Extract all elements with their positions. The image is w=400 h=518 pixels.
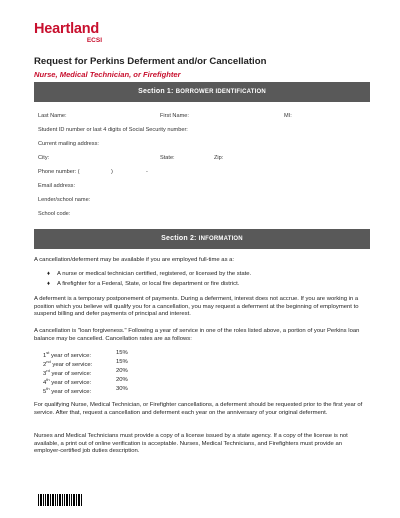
section1-header	[34, 82, 370, 102]
form-title: Request for Perkins Deferment and/or Cancellation	[34, 56, 267, 67]
cancellation-paragraph: A cancellation is "loan forgiveness." Following a year of service in one of the roles listed above, a portion of your Perkins loan balance may be cancelled. Cancellation rates are as follows:	[34, 328, 360, 342]
logo-subtext: ECSI	[86, 37, 102, 44]
bullet-icon: ♦	[47, 281, 51, 287]
last-name-label: Last Name:	[38, 113, 67, 119]
bullet-text: A firefighter for a Federal, State, or local fire department or fire district.	[57, 281, 240, 287]
heartland-logo	[34, 22, 114, 45]
section2-name: INFORMATION	[198, 236, 243, 242]
mailing-address-label: Current mailing address:	[38, 141, 99, 147]
first-name-label: First Name:	[160, 113, 189, 119]
rate-value: 15%	[116, 350, 128, 356]
bullet-item	[47, 281, 239, 287]
phone-label: Phone number: (	[38, 169, 80, 175]
mi-label: MI:	[284, 113, 292, 119]
phone-paren: )	[111, 169, 113, 175]
rate-value: 30%	[116, 386, 128, 392]
lender-label: Lender/school name:	[38, 197, 91, 203]
school-code-label: School code:	[38, 211, 71, 217]
rate-row-label: 3rd year of service:	[43, 368, 92, 377]
state-label: State:	[160, 155, 175, 161]
rate-row-label: 5th year of service:	[43, 386, 92, 395]
rate-row-label: 1st year of service:	[43, 350, 91, 359]
qualifying-paragraph: For qualifying Nurse, Medical Technician, or Firefighter cancellations, a deferment should be requested prior to the first year of service. After that, request a cancellation and deferment each year on the anniversary of your original deferment.	[34, 402, 363, 416]
city-label: City:	[38, 155, 50, 161]
deferment-paragraph: A deferment is a temporary postponement of payments. During a deferment, interest does not accrue. If you are working in a position which you believe will qualify you for a cancellation, you may request a deferment at the beginning of employment to suspend billing and defer payments of principal and interest.	[34, 296, 359, 318]
rate-value: 15%	[116, 359, 128, 365]
license-paragraph: Nurses and Medical Technicians must provide a copy of a license issued by a state agency. If a copy of the license is not available, a print out of online verification is acceptable. Nurses, Medical Technicians, and Firefighters must provide an employer-certified job duties description.	[34, 433, 348, 455]
logo-wordmark: Heartland	[34, 21, 100, 37]
rate-value: 20%	[116, 377, 128, 383]
rate-value: 20%	[116, 368, 128, 374]
bullet-item	[47, 271, 251, 277]
student-id-label: Student ID number or last 4 digits of Social Security number:	[38, 127, 188, 133]
section2-number: Section 2:	[161, 235, 197, 242]
rate-row-label: 2nd year of service:	[43, 359, 93, 368]
rate-row-label: 4th year of service:	[43, 377, 92, 386]
email-label: Email address:	[38, 183, 75, 189]
section2-intro: A cancellation/deferment may be available if you are employed full-time as a:	[34, 257, 235, 263]
zip-label: Zip:	[214, 155, 224, 161]
barcode-icon	[38, 494, 88, 506]
form-subtitle: Nurse, Medical Technician, or Firefighter	[34, 70, 181, 79]
section1-name: BORROWER IDENTIFICATION	[175, 89, 266, 95]
bullet-icon: ♦	[47, 271, 51, 277]
bullet-text: A nurse or medical technician certified, registered, or licensed by the state.	[57, 271, 252, 277]
section1-number: Section 1:	[138, 88, 174, 95]
phone-dash: -	[146, 169, 148, 175]
section2-header	[34, 229, 370, 249]
